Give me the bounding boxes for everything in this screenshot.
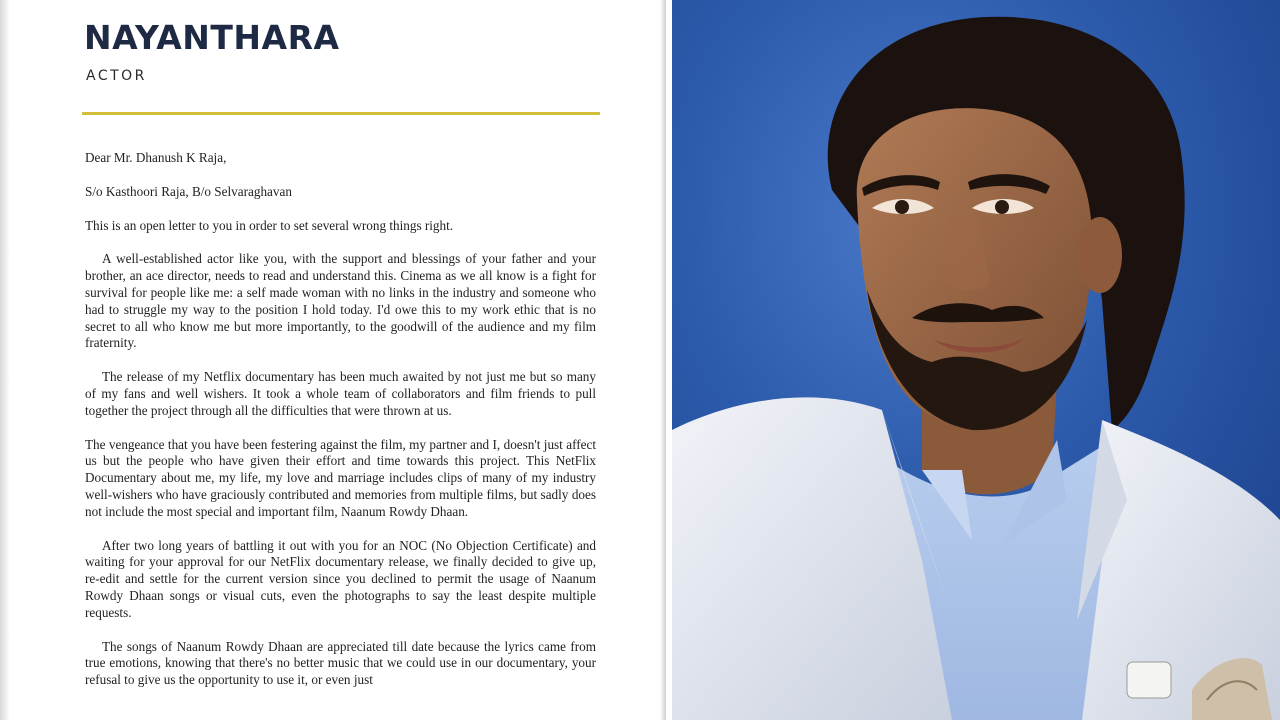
letter-paragraph: The vengeance that you have been festering against the film, my partner and I, doesn't just affect us but the people who have given their effort and time towards this project. This NetFlix Documentary about me, my life, my love and marriage includes clips of many of my industry well-wishers who have graciously contributed and memories from multiple films, but sadly does not include the most special and important film, Naanum Rowdy Dhaan.	[85, 436, 596, 519]
lapel-badge	[1127, 662, 1171, 698]
letter-paragraph: This is an open letter to you in order to set several wrong things right.	[85, 217, 454, 233]
letter-relation-line: S/o Kasthoori Raja, B/o Selvaraghavan	[85, 183, 292, 199]
letterhead-role: ACTOR	[86, 68, 147, 84]
letter-salutation: Dear Mr. Dhanush K Raja,	[85, 150, 227, 165]
letter-paragraph: After two long years of battling it out with you for an NOC (No Objection Certificate) and waiting for your approval for our NetFlix documentary release, we finally decided to give up, re-edit and settle for the current version since you declined to permit the usage of Naanum Rowdy Dhaan songs or visual cuts, even the photographs to say the least despite multiple requests.	[85, 537, 596, 620]
letter-paragraph: A well-established actor like you, with the support and blessings of your father and your brother, an ace director, needs to read and understand this. Cinema as we all know is a fight for survival for people like me: a self made woman with no links in the industry and someone who had to struggle my way to the position I hold today. I'd owe this to my work ethic that is no secret to all who know me but more importantly, to the goodwill of the audience and my film fraternity.	[85, 251, 596, 351]
ear	[1078, 217, 1122, 293]
letter-paragraph: The release of my Netflix documentary has been much awaited by not just me but so many of my fans and well wishers. It took a whole team of collaborators and film friends to pull together the project through all the difficulties that were thrown at us.	[85, 369, 596, 418]
letterhead-name: NAYANTHARA	[84, 18, 340, 57]
letterhead-divider	[82, 112, 600, 115]
portrait-illustration	[672, 0, 1280, 720]
letter-body	[85, 150, 596, 706]
letter-paragraph: The songs of Naanum Rowdy Dhaan are appreciated till date because the lyrics came from true emotions, knowing that there's no better music that we could use in our documentary, your refusal to give us the opportunity to use it, or even just	[85, 638, 596, 688]
portrait-photo	[672, 0, 1280, 720]
page-shadow-left	[0, 0, 10, 720]
